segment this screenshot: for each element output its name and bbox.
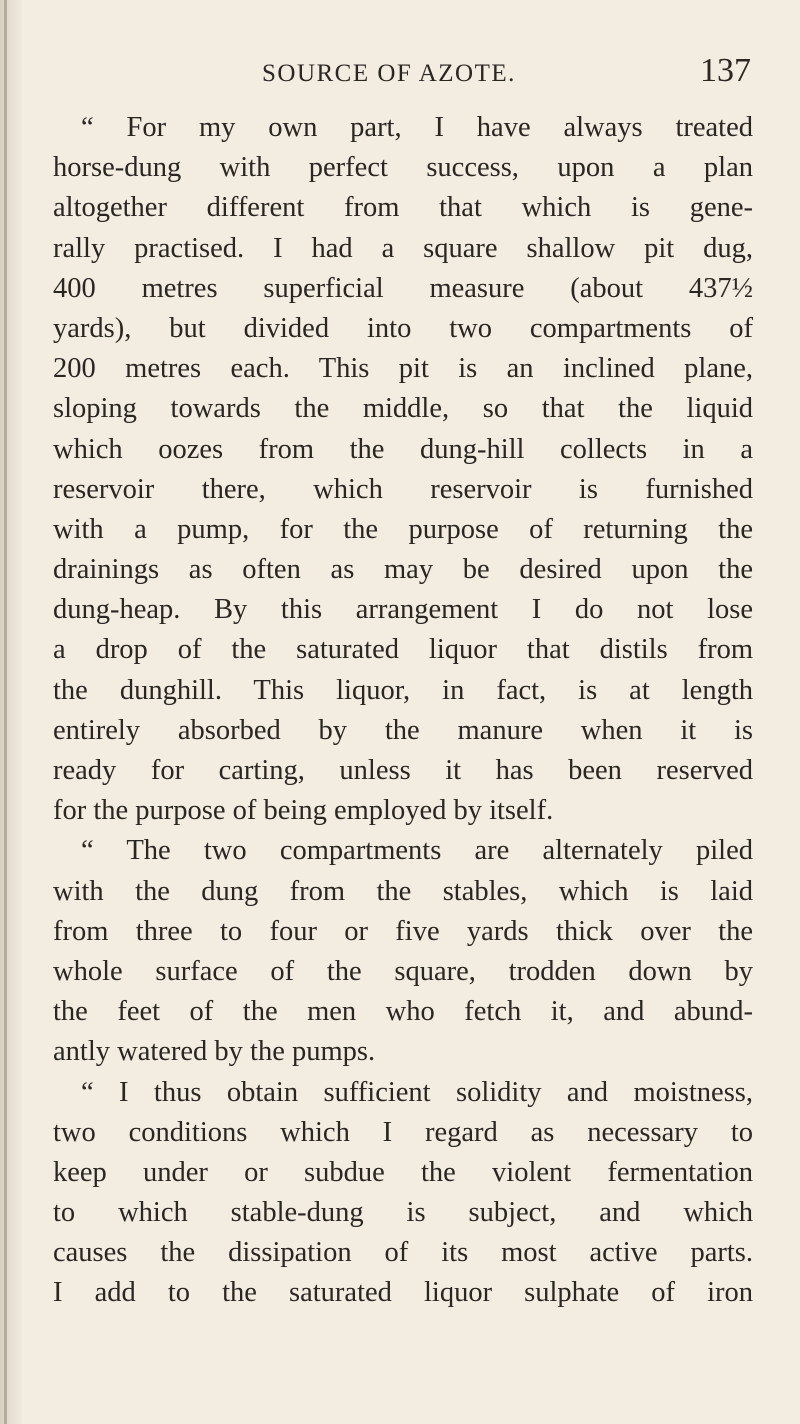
body-text	[53, 108, 753, 1314]
text-line: horse-dung with perfect success, upon a plan	[53, 152, 753, 184]
text-line: a drop of the saturated liquor that distils from	[53, 634, 753, 666]
text-line: sloping towards the middle, so that the liquid	[53, 393, 753, 425]
text-line: causes the dissipation of its most active parts.	[53, 1237, 753, 1269]
text-line: 200 metres each. This pit is an inclined plane,	[53, 353, 753, 385]
text-line: reservoir there, which reservoir is furnished	[53, 473, 753, 505]
text-line: keep under or subdue the violent fermentation	[53, 1156, 753, 1188]
text-line: dung-heap. By this arrangement I do not lose	[53, 594, 753, 626]
text-line: “ The two compartments are alternately piled	[81, 835, 753, 867]
text-line: “ For my own part, I have always treated	[81, 112, 753, 143]
running-title: SOURCE OF AZOTE.	[262, 60, 516, 87]
text-line: the feet of the men who fetch it, and abund-	[53, 996, 753, 1028]
binding-edge	[4, 0, 7, 1424]
text-line: antly watered by the pumps.	[53, 1036, 376, 1068]
text-line: for the purpose of being employed by itself.	[53, 795, 554, 827]
text-line: yards), but divided into two compartments of	[53, 312, 753, 344]
text-line: ready for carting, unless it has been reserved	[53, 755, 753, 786]
page-number: 137	[700, 52, 751, 89]
text-line: “ I thus obtain sufficient solidity and moistness,	[81, 1076, 753, 1108]
text-line: two conditions which I regard as necessary to	[53, 1116, 753, 1148]
text-line: from three to four or five yards thick over the	[53, 915, 753, 947]
running-header	[0, 52, 800, 96]
text-line: which oozes from the dung-hill collects in a	[53, 433, 753, 465]
text-line: the dunghill. This liquor, in fact, is at length	[53, 674, 753, 706]
text-line: whole surface of the square, trodden down by	[53, 955, 753, 987]
text-line: with a pump, for the purpose of returning the	[53, 513, 753, 545]
text-line: rally practised. I had a square shallow pit dug,	[53, 232, 753, 264]
text-line: entirely absorbed by the manure when it is	[53, 714, 753, 746]
text-line: with the dung from the stables, which is laid	[53, 875, 753, 907]
text-line: drainings as often as may be desired upon the	[53, 554, 753, 586]
text-line: altogether different from that which is gene-	[53, 192, 753, 224]
binding-gutter	[0, 0, 22, 1424]
text-line: I add to the saturated liquor sulphate of iron	[53, 1277, 753, 1309]
text-line: to which stable-dung is subject, and which	[53, 1197, 753, 1229]
text-line: 400 metres superficial measure (about 437½	[53, 272, 753, 304]
